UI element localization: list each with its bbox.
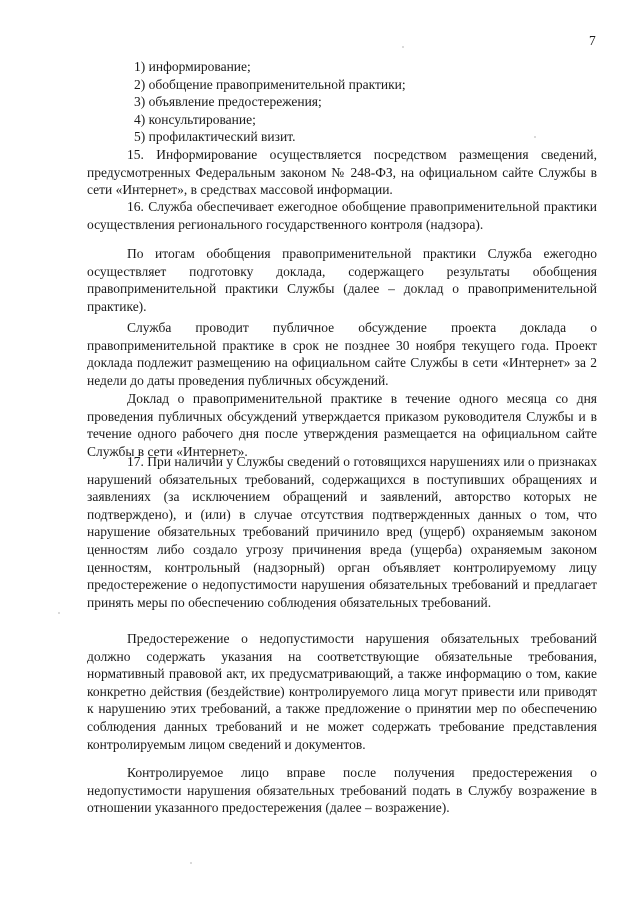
paragraph-warning-content: Предостережение о недопустимости нарушения обязательных требований должно содержать указания на соответствующие обязательные требования, нормативный правовой акт, их предусматривающий, а также информацию о том, какие конкретно действия (бездействие) контролируемого лица могут привести или приводят к нарушению этих требований, а также предложение о принятии мер по обеспечению соблюдения данных требований и не может содержать требование представления контролируемым лицом сведений и документов.: [87, 631, 597, 752]
prevention-measures-list: [134, 58, 406, 146]
list-item: 3) объявление предостережения;: [134, 94, 322, 109]
paragraph-17-warning: 17. При наличии у Службы сведений о готовящихся нарушениях или о признаках нарушений обязательных требований, содержащихся в поступивших обращениях и заявлениях (за исключением обращений и заявлений, авторство которых не подтверждено), и (или) в случае отсутствия подтвержденных данных о том, что нарушение обязательных требований причинило вред (ущерб) охраняемым законом ценностям либо создало угрозу причинения вреда (ущерба) охраняемым законом ценностям, контрольный (надзорный) орган объявляет контролируемому лицу предостережение о недопустимости нарушения обязательных требований и предлагает принять меры по обеспечению соблюдения обязательных требований.: [87, 454, 597, 610]
scan-artifact: [534, 136, 536, 138]
list-item: 1) информирование;: [134, 59, 251, 74]
list-item: 4) консультирование;: [134, 111, 256, 127]
paragraph-report-preparation: По итогам обобщения правоприменительной практики Служба ежегодно осуществляет подготовку доклада, содержащего результаты обобщения правоприменительной практики Службы (далее – доклад о правоприменительной практике).: [87, 246, 597, 314]
paragraph-report-approval: Доклад о правоприменительной практике в течение одного месяца со дня проведения публичных обсуждений утверждается приказом руководителя Службы и в течение одного рабочего дня после утверждения размещается на официальном сайте Службы в сети «Интернет».: [87, 391, 597, 459]
page-number: 7: [589, 33, 596, 48]
paragraph-objection: Контролируемое лицо вправе после получения предостережения о недопустимости нарушения обязательных требований подать в Службу возражение в отношении указанного предостережения (далее – возражение).: [87, 765, 597, 816]
scan-artifact: [58, 612, 60, 614]
scan-artifact: [190, 862, 192, 864]
list-item: 5) профилактический визит.: [134, 129, 296, 144]
paragraph-15-informing: 15. Информирование осуществляется посредством размещения сведений, предусмотренных Федеральным законом № 248-ФЗ, на официальном сайте Службы в сети «Интернет», в средствах массовой информации.: [87, 147, 597, 198]
paragraph-public-discussion: Служба проводит публичное обсуждение проекта доклада о правоприменительной практике в срок не позднее 30 ноября текущего года. Проект доклада подлежит размещению на официальном сайте Службы в сети «Интернет» за 2 недели до даты проведения публичных обсуждений.: [87, 320, 597, 388]
list-item: 2) обобщение правоприменительной практики;: [134, 76, 406, 92]
paragraph-16-generalization: 16. Служба обеспечивает ежегодное обобщение правоприменительной практики осуществления регионального государственного контроля (надзора).: [87, 199, 597, 232]
scan-artifact: [402, 46, 404, 48]
